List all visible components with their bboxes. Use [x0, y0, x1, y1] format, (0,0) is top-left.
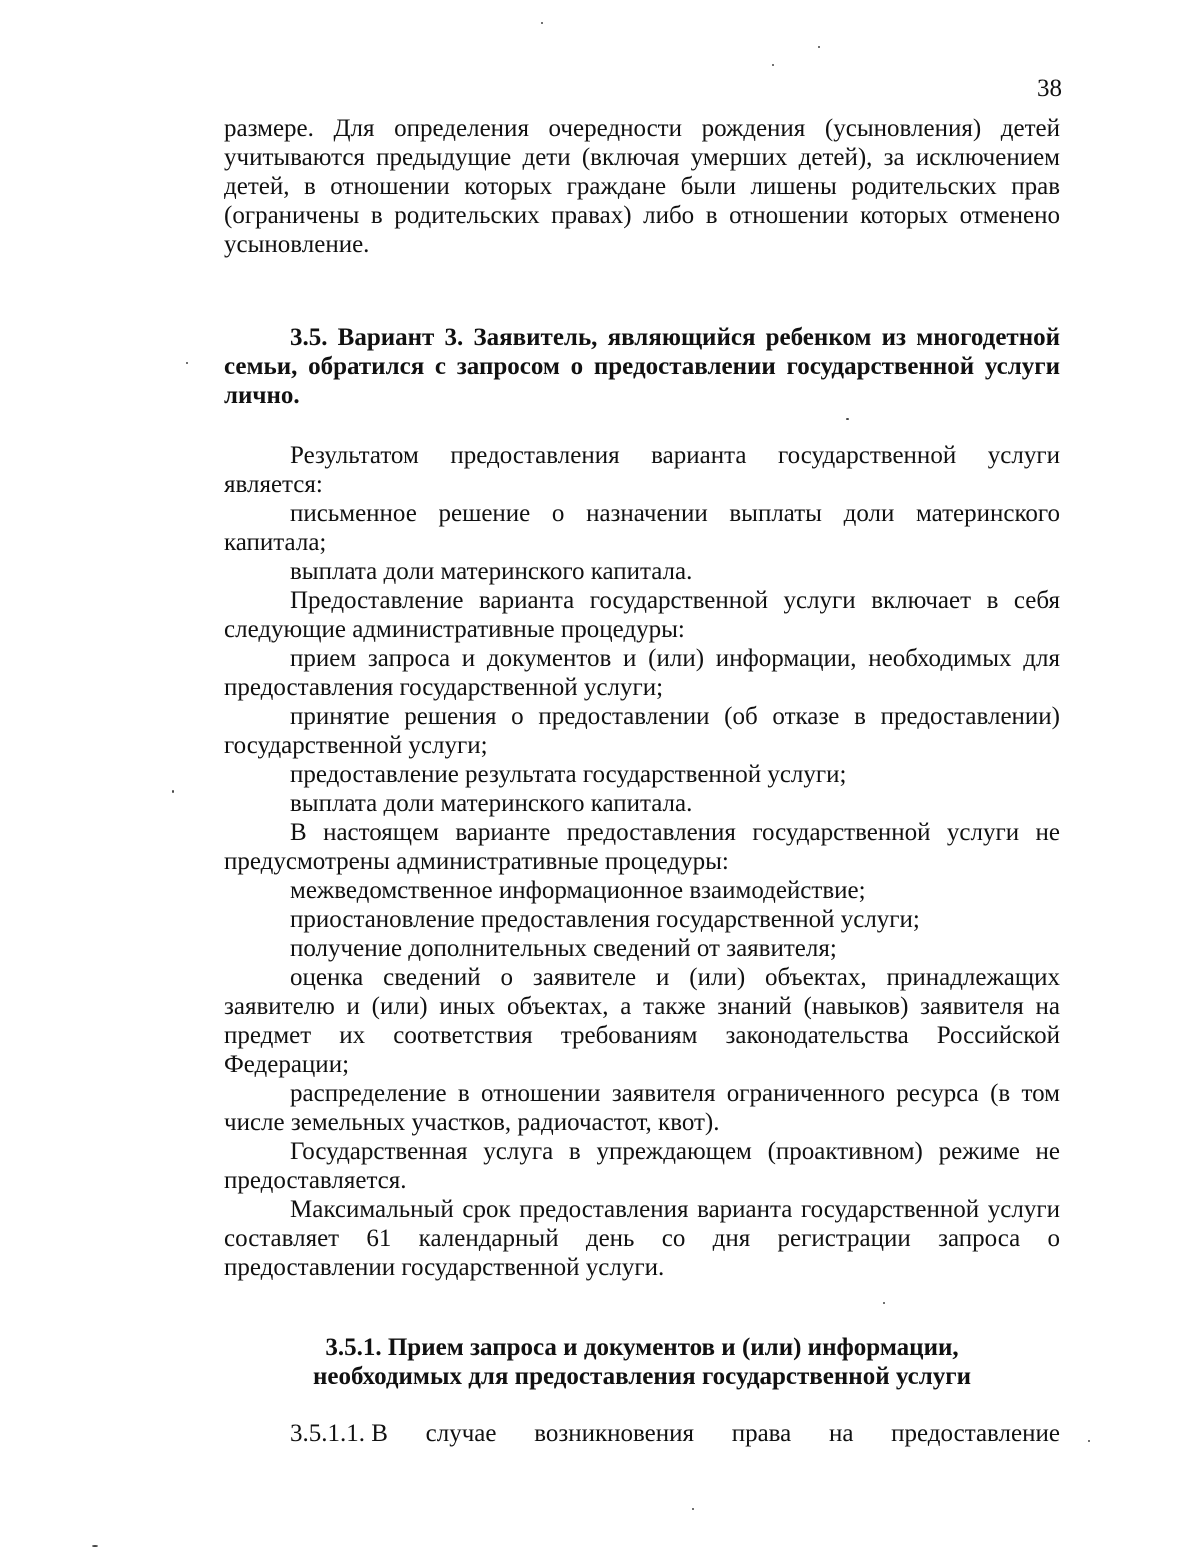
page-number: 38 — [1037, 75, 1062, 102]
paragraph: приостановление предоставления государственной услуги; — [290, 906, 920, 933]
scan-speck — [818, 46, 820, 48]
paragraph: выплата доли материнского капитала. — [290, 790, 693, 817]
paragraph: Результатом предоставления варианта государственной услуги является: — [224, 442, 1060, 498]
scan-speck — [541, 22, 543, 24]
scan-speck — [692, 1508, 694, 1510]
last-line-word: на — [828, 1420, 854, 1447]
paragraph: оценка сведений о заявителе и (или) объектах, принадлежащих заявителю и (или) иных объектах, а также знаний (навыков) заявителя на предмет их соответствия требованиям законодательства Российской Федерации; — [224, 964, 1060, 1078]
paragraph: выплата доли материнского капитала. — [290, 558, 693, 585]
paragraph: Государственная услуга в упреждающем (проактивном) режиме не предоставляется. — [224, 1138, 1060, 1194]
subsection-heading-line: 3.5.1. Прием запроса и документов и (или) информации, — [325, 1334, 959, 1361]
last-line-word: случае — [425, 1420, 497, 1447]
section-body — [224, 441, 1060, 1282]
paragraph: предоставление результата государственной услуги; — [290, 761, 847, 788]
scan-speck — [846, 418, 849, 420]
paragraph: Предоставление варианта государственной услуги включает в себя следующие административные процедуры: — [224, 587, 1060, 643]
scan-speck — [172, 790, 174, 793]
paragraph: письменное решение о назначении выплаты доли материнского капитала; — [224, 500, 1060, 556]
scan-speck — [772, 64, 774, 66]
paragraph: получение дополнительных сведений от заявителя; — [290, 935, 837, 962]
last-line-word: 3.5.1.1. В — [290, 1420, 388, 1447]
paragraph: принятие решения о предоставлении (об отказе в предоставлении) государственной услуги; — [224, 703, 1060, 759]
paragraph: Максимальный срок предоставления варианта государственной услуги составляет 61 календарный день со дня регистрации запроса о предоставлении государственной услуги. — [224, 1196, 1060, 1281]
scan-speck — [92, 1545, 98, 1547]
scan-speck — [883, 1302, 885, 1304]
scan-speck — [1088, 1440, 1090, 1442]
subsection-heading-line: необходимых для предоставления государственной услуги — [313, 1363, 971, 1390]
top-paragraph-block — [224, 114, 1060, 259]
subsection-heading — [224, 1333, 1060, 1391]
last-line-word: возникновения — [534, 1420, 694, 1447]
last-line-word: предоставление — [891, 1420, 1060, 1447]
paragraph: прием запроса и документов и (или) информации, необходимых для предоставления государственной услуги; — [224, 645, 1060, 701]
paragraph: распределение в отношении заявителя ограниченного ресурса (в том числе земельных участков, радиочастот, квот). — [224, 1080, 1060, 1136]
continued-paragraph: размере. Для определения очередности рождения (усыновления) детей учитываются предыдущие дети (включая умерших детей), за исключением детей, в отношении которых граждане были лишены родительских прав (ограничены в родительских правах) либо в отношении которых отменено усыновление. — [224, 115, 1060, 258]
section-heading: 3.5. Вариант 3. Заявитель, являющийся ребенком из многодетной семьи, обратился с запросом о предоставлении государственной услуги лично. — [224, 324, 1060, 409]
last-line-word: права — [731, 1420, 792, 1447]
paragraph: межведомственное информационное взаимодействие; — [290, 877, 866, 904]
paragraph: В настоящем варианте предоставления государственной услуги не предусмотрены административные процедуры: — [224, 819, 1060, 875]
scan-speck — [186, 362, 188, 364]
truncated-last-line — [290, 1419, 1060, 1448]
